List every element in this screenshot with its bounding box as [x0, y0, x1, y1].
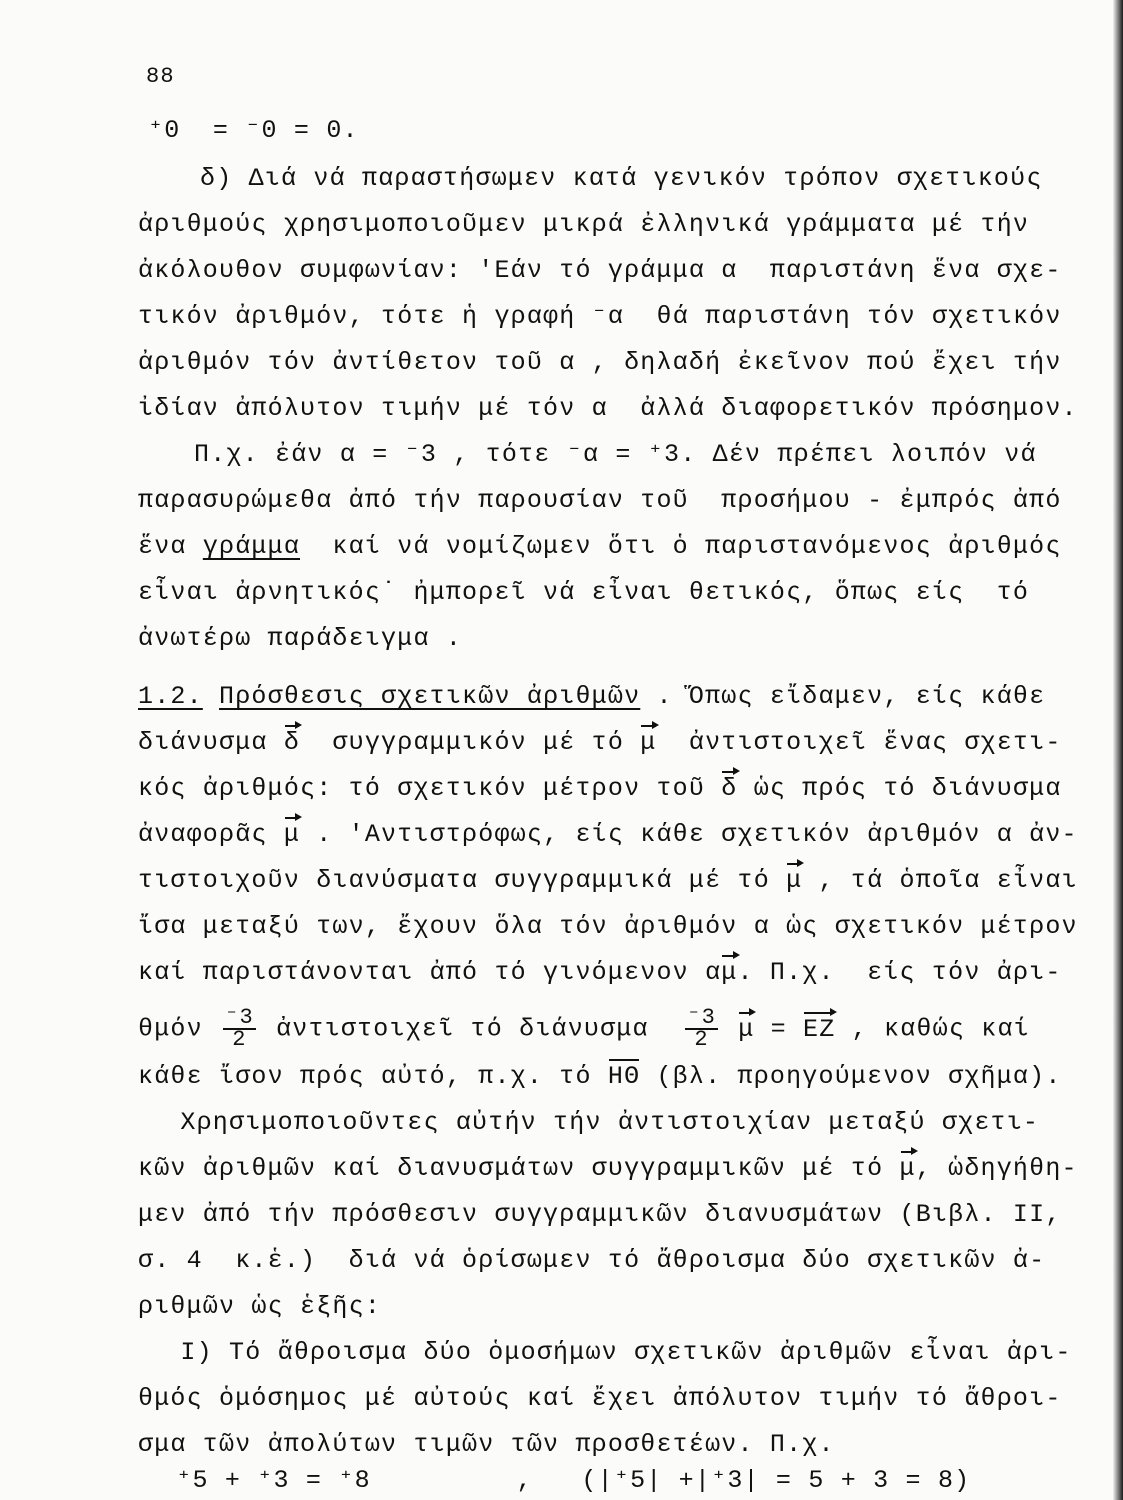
- section-heading: 1.2. Πρόσθεσις σχετικῶν ἀριθμῶν . Ὅπως εἴδαμεν, είς κάθε: [138, 682, 1046, 711]
- text-line: Χρησιμοποιοῦντες αὐτήν τήν ἀντιστοιχίαν μεταξύ σχετι-: [148, 1108, 1040, 1137]
- underlined-word: γράμμα: [202, 532, 301, 561]
- vector-symbol: μ: [786, 866, 803, 895]
- vector-symbol: ΕΖ: [803, 1014, 836, 1044]
- text-line: Π.χ. ἐάν α = ⁻3 , τότε ⁻α = ⁺3. Δέν πρέπει λοιπόν νά: [194, 440, 1037, 469]
- text-line: ἀριθμούς χρησιμοποιοῦμεν μικρά ἐλληνικά γράμματα μέ τήν: [138, 210, 1030, 239]
- segment-symbol: ΗΘ: [607, 1062, 641, 1091]
- vector-symbol: δ: [721, 774, 738, 803]
- text-line: ⁺0 = ⁻0 = 0.: [148, 116, 359, 145]
- vector-symbol: μ: [899, 1154, 916, 1183]
- vector-symbol: μ: [721, 958, 738, 987]
- page-edge-shadow: [1113, 0, 1123, 1500]
- text-line: ἴσα μεταξύ των, ἔχουν ὅλα τόν ἀριθμόν α ὡς σχετικόν μέτρον: [138, 912, 1078, 941]
- text-line: κῶν ἀριθμῶν καί διανυσμάτων συγγραμμικῶν μέ τό μ, ὡδηγήθη-: [138, 1154, 1078, 1183]
- text-line: εἶναι ἀρνητικός˙ ἠμπορεῖ νά εἶναι θετικός, ὅπως είς τό: [138, 578, 1030, 607]
- text-line: κός ἀριθμός: τό σχετικόν μέτρον τοῦ δ ὡς πρός τό διάνυσμα: [138, 774, 1062, 803]
- text-line: θμόν $\frac{^-3}{2}$ ἀντιστοιχεῖ τό διάνυσμα $\frac{^-3}{2}$ μ = ΕΖ , καθώς καί: [138, 1005, 1030, 1052]
- text-line: ριθμῶν ὡς ἑξῆς:: [138, 1292, 382, 1321]
- text-line: ἰδίαν ἀπόλυτον τιμήν μέ τόν α ἀλλά διαφορετικόν πρόσημον.: [138, 394, 1078, 423]
- text-line: ἕνα γράμμα καί νά νομίζωμεν ὅτι ὁ παριστανόμενος ἀριθμός: [138, 532, 1062, 561]
- text-line: σμα τῶν ἀπολύτων τιμῶν τῶν προσθετέων. Π.χ.: [138, 1430, 835, 1459]
- page-number: 88: [146, 64, 175, 89]
- text-line: μεν ἀπό τήν πρόσθεσιν συγγραμμικῶν διανυσμάτων (Βιβλ. ΙΙ,: [138, 1200, 1062, 1229]
- equation-line: ⁺5 + ⁺3 = ⁺8 , (|⁺5| +|⁺3| = 5 + 3 = 8): [160, 1466, 971, 1495]
- text-line: ἀνωτέρω παράδειγμα .: [138, 624, 463, 653]
- text-line: ἀκόλουθον συμφωνίαν: 'Εάν τό γράμμα α παριστάνη ἕνα σχε-: [138, 256, 1062, 285]
- text-line: ἀναφορᾶς μ . 'Αντιστρόφως, είς κάθε σχετικόν ἀριθμόν α ἀν-: [138, 820, 1078, 849]
- text-line: δ) Διά νά παραστήσωμεν κατά γενικόν τρόπον σχετικούς: [200, 164, 1043, 193]
- text-line: παρασυρώμεθα ἀπό τήν παρουσίαν τοῦ προσήμου - ἐμπρός ἀπό: [138, 486, 1062, 515]
- text-line: διάνυσμα δ συγγραμμικόν μέ τό μ ἀντιστοιχεῖ ἕνας σχετι-: [138, 728, 1062, 757]
- text-line: θμός ὁμόσημος μέ αὐτούς καί ἔχει ἀπόλυτον τιμήν τό ἄθροι-: [138, 1384, 1062, 1413]
- vector-symbol: μ: [283, 820, 301, 849]
- text-line: κάθε ἴσον πρός αὐτό, π.χ. τό ΗΘ (βλ. προηγούμενον σχῆμα).: [138, 1062, 1062, 1091]
- vector-symbol: μ: [640, 728, 657, 757]
- vector-symbol: δ: [283, 728, 301, 757]
- text-line: καί παριστάνονται ἀπό τό γινόμενον αμ. Π.χ. είς τόν ἀρι-: [138, 958, 1062, 987]
- text-line: Ι) Τό ἄθροισμα δύο ὁμοσήμων σχετικῶν ἀριθμῶν εἶναι ἀρι-: [148, 1338, 1072, 1367]
- text-line: σ. 4 κ.ἑ.) διά νά ὁρίσωμεν τό ἄθροισμα δύο σχετικῶν ἀ-: [138, 1246, 1046, 1275]
- section-title: Πρόσθεσις σχετικῶν ἀριθμῶν: [219, 682, 641, 711]
- section-number: 1.2.: [138, 682, 203, 711]
- text-line: τικόν ἀριθμόν, τότε ἡ γραφή ⁻α θά παριστάνη τόν σχετικόν: [138, 302, 1062, 331]
- fraction: $\frac{^-3}{2}$: [687, 1005, 716, 1052]
- vector-symbol: μ: [738, 1014, 755, 1044]
- text-line: ἀριθμόν τόν ἀντίθετον τοῦ α , δηλαδή ἐκεῖνον πού ἔχει τήν: [138, 348, 1062, 377]
- fraction: $\frac{^-3}{2}$: [225, 1005, 254, 1052]
- text-line: τιστοιχοῦν διανύσματα συγγραμμικά μέ τό μ , τά ὁποῖα εἶναι: [138, 866, 1078, 895]
